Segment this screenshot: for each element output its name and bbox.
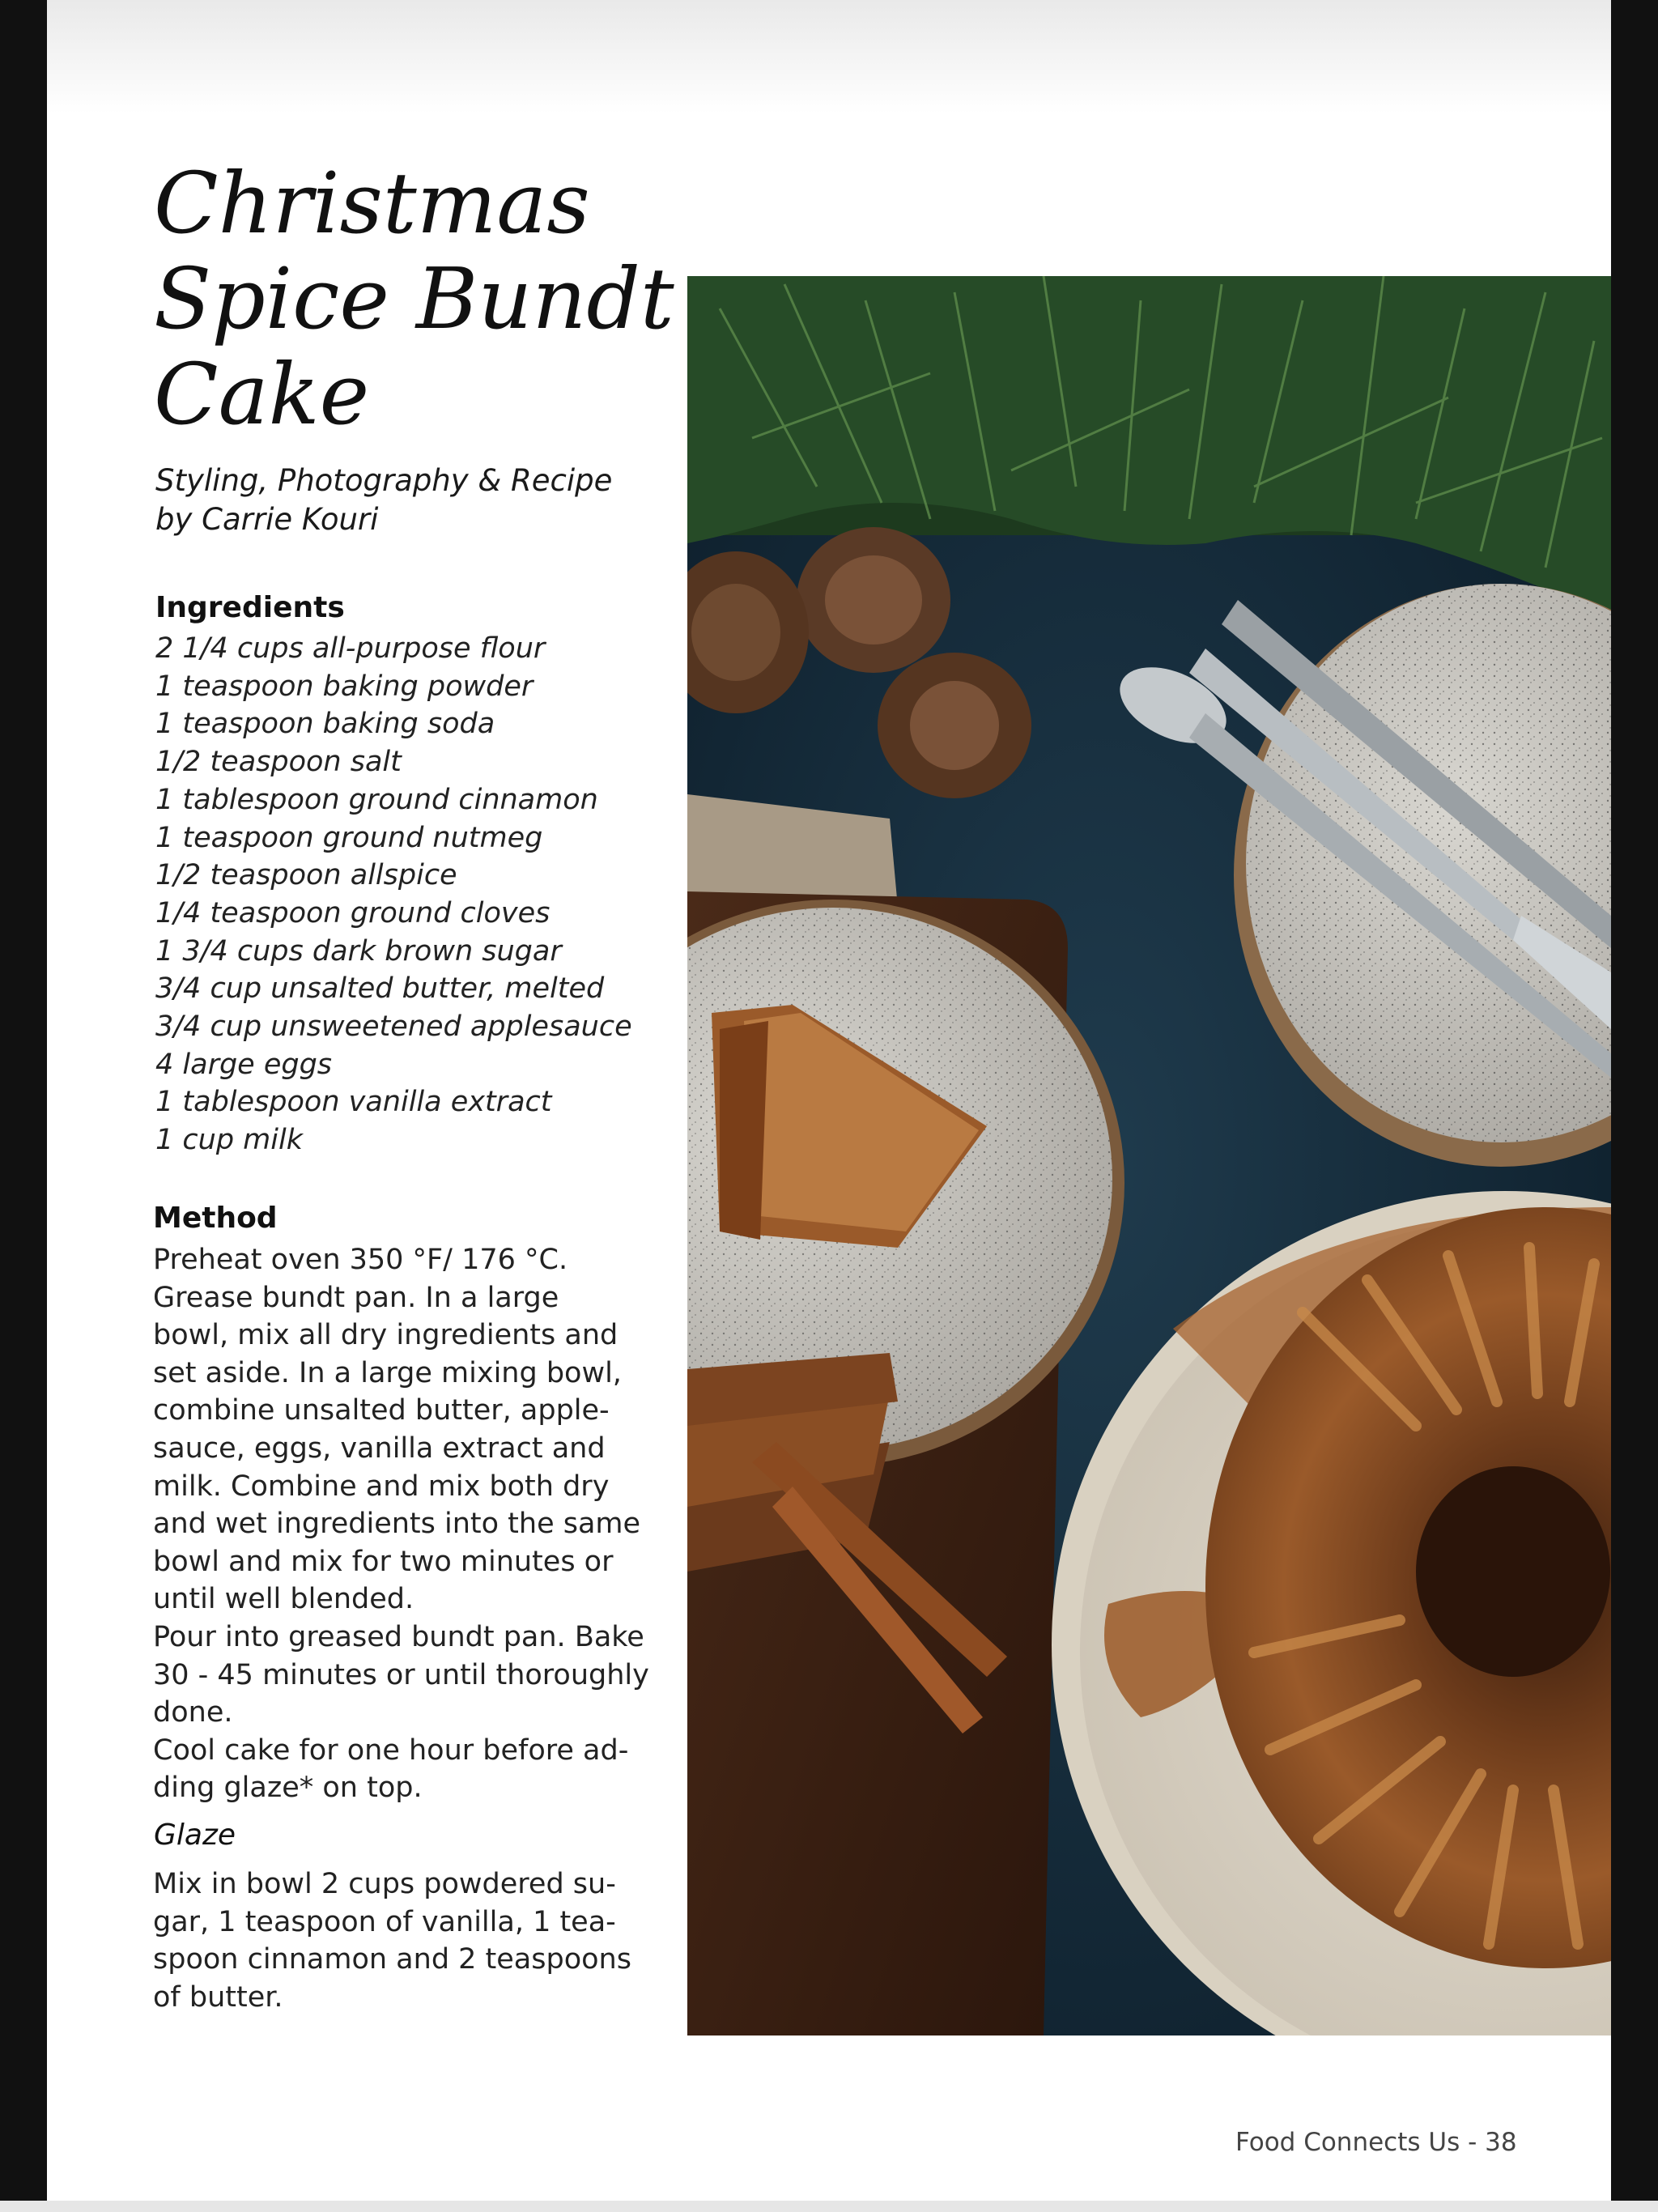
ingredient-item: 1/4 teaspoon ground cloves	[155, 896, 551, 929]
glaze-line: of butter.	[153, 1980, 283, 2014]
recipe-title	[154, 155, 721, 442]
ingredient-item: 1 tablespoon ground cinnamon	[155, 783, 598, 816]
ingredient-item: 1/2 teaspoon allspice	[155, 859, 457, 892]
method-body	[153, 1241, 704, 1807]
glaze-body	[153, 1865, 639, 2016]
glaze-line: spoon cinnamon and 2 teaspoons	[153, 1943, 631, 1976]
ingredient-item: 1 teaspoon baking soda	[155, 708, 495, 741]
ingredient-item: 1 tablespoon vanilla extract	[155, 1086, 552, 1119]
method-line: until well blended.	[153, 1583, 414, 1616]
ingredient-item: 3/4 cup unsalted butter, melted	[155, 972, 605, 1006]
method-line: combine unsalted butter, apple-	[153, 1394, 610, 1427]
title-line-2: Spice Bundt	[154, 249, 674, 348]
method-line: 30 - 45 minutes or until thoroughly	[153, 1658, 649, 1691]
bottom-edge	[0, 2201, 1658, 2212]
ingredient-item: 1 cup milk	[155, 1124, 303, 1157]
glaze-line: gar, 1 teaspoon of vanilla, 1 tea-	[153, 1905, 616, 1938]
ingredient-item: 2 1/4 cups all-purpose flour	[155, 632, 546, 665]
ingredient-item: 1 teaspoon baking powder	[155, 670, 534, 703]
method-line: bowl, mix all dry ingredients and	[153, 1319, 619, 1352]
ingredient-item: 3/4 cup unsweetened applesauce	[155, 1010, 632, 1044]
magazine-page	[47, 0, 1611, 2212]
method-line: milk. Combine and mix both dry	[153, 1470, 610, 1503]
top-shadow	[47, 0, 1611, 113]
byline	[155, 462, 722, 539]
page-footer: Food Connects Us - 38	[1235, 2128, 1517, 2157]
method-line: and wet ingredients into the same	[153, 1508, 641, 1541]
method-line: bowl and mix for two minutes or	[153, 1545, 614, 1578]
ingredient-item: 1 3/4 cups dark brown sugar	[155, 934, 562, 968]
method-line: Cool cake for one hour before ad-	[153, 1733, 629, 1767]
ingredients-heading: Ingredients	[155, 591, 345, 624]
method-line: set aside. In a large mixing bowl,	[153, 1356, 622, 1389]
ingredients-list	[155, 630, 722, 1159]
method-line: Pour into greased bundt pan. Bake	[153, 1620, 644, 1653]
glaze-line: Mix in bowl 2 cups powdered su-	[153, 1868, 616, 1900]
method-heading: Method	[153, 1202, 278, 1235]
title-line-1: Christmas	[154, 154, 590, 253]
ingredient-item: 1/2 teaspoon salt	[155, 746, 402, 779]
byline-line-2: by Carrie Kouri	[155, 502, 379, 537]
method-line: ding glaze* on top.	[153, 1772, 423, 1805]
method-line: done.	[153, 1696, 233, 1729]
byline-line-1: Styling, Photography & Recipe	[155, 463, 613, 498]
method-line: sauce, eggs, vanilla extract and	[153, 1431, 606, 1465]
glaze-heading: Glaze	[154, 1819, 236, 1852]
bundt-cake-photo	[687, 276, 1611, 2035]
method-line: Grease bundt pan. In a large	[153, 1281, 559, 1314]
method-line: Preheat oven 350 °F/ 176 °C.	[153, 1244, 568, 1276]
title-line-3: Cake	[154, 345, 370, 444]
ingredient-item: 1 teaspoon ground nutmeg	[155, 821, 543, 854]
ingredient-item: 4 large eggs	[155, 1048, 333, 1081]
